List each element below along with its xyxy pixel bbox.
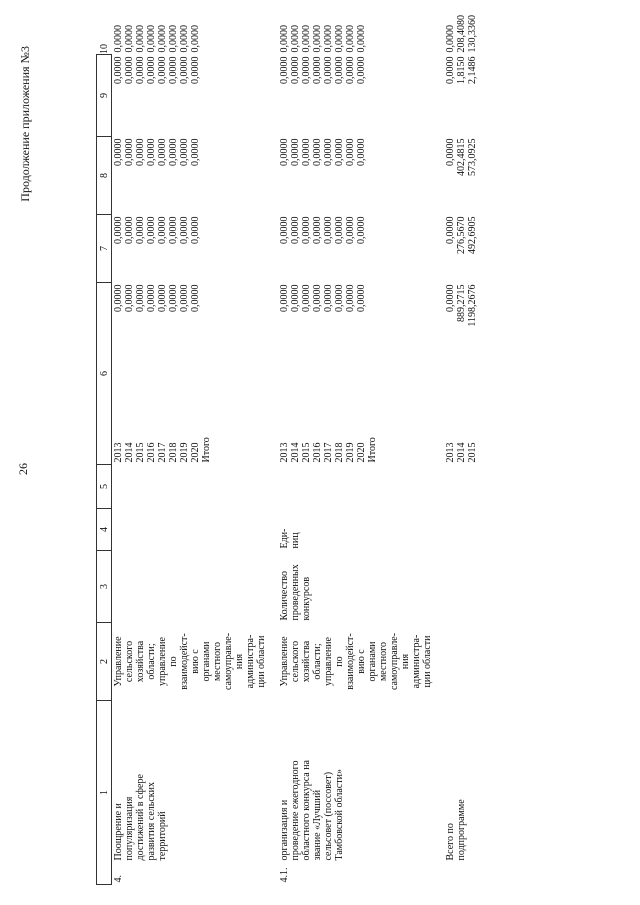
value-col8-line: 0,0000 [290,138,301,166]
activity-name-cell [278,701,434,863]
value-col6-line: 0,0000 [190,284,201,312]
value-col7-line: 0,0000 [290,216,301,244]
activity-name-line: популяризация [124,796,135,861]
column-header: 8 [97,137,112,215]
value-col6-line: 0,0000 [356,284,367,312]
value-col6-cell [278,283,434,375]
value-col9-line: 0,0000 [345,56,356,84]
executor-line: сельского [124,640,135,683]
value-col7-cell [278,215,434,283]
unit-line: ниц [290,532,301,549]
page-number: 26 [16,463,30,475]
value-col9-line: 0,0000 [445,56,456,84]
executor-line: области; [312,643,323,680]
year-line: 2020 [190,442,201,463]
value-col7-line: 0,0000 [135,216,146,244]
value-col8-line: 0,0000 [445,138,456,166]
executor-line: администра- [245,634,256,689]
value-col9-line: 0,0000 [356,56,367,84]
value-col7-line: 0,0000 [301,216,312,244]
executor-line: ции области [256,635,267,688]
year-line: 2016 [312,442,323,463]
year-line: 2014 [290,442,301,463]
value-col6-line: 0,0000 [124,284,135,312]
activity-name-line: областного конкурса на [301,760,312,861]
year-cell [112,375,269,465]
column-header: 7 [97,215,112,283]
empty-cell-cell [278,465,434,509]
value-col7-line: 0,0000 [157,216,168,244]
value-col7-line: 0,0000 [345,216,356,244]
row-number-cell [278,863,434,885]
unit-cell [444,509,479,551]
executor-line: вию с [190,649,201,674]
empty-cell-cell [444,465,479,509]
value-col9-cell [444,55,479,137]
row-spacer-cell [268,55,278,885]
executor-line: взаимодейст- [179,633,190,690]
value-col8-line: 0,0000 [323,138,334,166]
executor-line: органами [201,641,212,682]
value-col9-line: 0,0000 [290,56,301,84]
executor-line: управление [323,637,334,686]
value-col7-line: 0,0000 [445,216,456,244]
subprogram-table [96,15,479,885]
executor-line: ния [400,653,411,670]
value-col6-line: 0,0000 [301,284,312,312]
value-col6-line: 889,2715 [456,284,467,322]
year-line: 2018 [168,442,179,463]
executor-line: сельского [290,640,301,683]
value-col6-line: 0,0000 [168,284,179,312]
column-header: 3 [97,551,112,623]
value-col9-line: 2,1486 [467,56,478,84]
value-col9-line: 0,0000 [190,56,201,84]
value-col8-line: 0,0000 [168,138,179,166]
value-col7-cell [444,215,479,283]
executor-cell [278,623,434,701]
year-line: 2013 [113,442,124,463]
value-col6-cell [444,283,479,375]
executor-line: местного [212,641,223,682]
activity-name-line: Тамбовской области» [334,769,345,861]
activity-name-line: подпрограмме [456,799,467,861]
column-header: 4 [97,509,112,551]
value-col8-line: 0,0000 [301,138,312,166]
value-col9-line: 0,0000 [301,56,312,84]
value-col7-line: 0,0000 [113,216,124,244]
value-col6-line: 0,0000 [334,284,345,312]
value-col6-line: 0,0000 [179,284,190,312]
value-col6-line: 0,0000 [290,284,301,312]
value-col8-cell [444,137,479,215]
value-col8-line: 0,0000 [135,138,146,166]
year-cell [278,375,434,465]
value-col8-line: 0,0000 [179,138,190,166]
executor-line: управление [157,637,168,686]
value-col8-line: 0,0000 [157,138,168,166]
value-col6-line: 0,0000 [445,284,456,312]
unit-cell [278,509,434,551]
executor-cell [444,623,479,701]
value-col6-line: 0,0000 [279,284,290,312]
value-col7-line: 0,0000 [279,216,290,244]
value-col8-line: 402,4815 [456,138,467,176]
row-spacer [434,55,444,885]
value-col9-line: 0,0000 [146,56,157,84]
table-row: 4. Поощрение и популяризация достижений в сфере развития сельских территорий Управление сельского хозяйства области; управление по взаимодейст- вию с органами местного самоуправле- ния администра- ции области 2013 2014 2015 2016 2017 2018 2019 2020 Итого 0,0000 0,0000 0,0000 0,0000 0,0000 0,0000 0,0000 0,0000 0,0000 0,0000 0,0000 0,0000 0,0000 0,0000 0,0000 0,0000 0,0000 0,0000 0,0000 0,0000 0,0000 0,0000 0,0000 0,0000 0,0000 0,0000 0,0000 0,0000 0,0000 0,0000 0,0000 0,0000 0,0000 0,0000 0,0000 0,0000 0,0000 0,0000 0,0000 0,0000 [113,25,267,883]
value-col7-cell [112,215,269,283]
year-line: 2015 [135,442,146,463]
value-col6-line: 0,0000 [323,284,334,312]
year-line: 2019 [345,442,356,463]
row-spacer-cell [434,55,444,885]
value-col7-line: 0,0000 [334,216,345,244]
year-line: 2014 [456,442,467,463]
executor-line: взаимодейст- [345,633,356,690]
value-col6-cell [112,283,269,375]
value-col9-line: 0,0000 [157,56,168,84]
executor-line: администра- [411,634,422,689]
unit-cell [112,509,269,551]
value-col6-line: 0,0000 [135,284,146,312]
value-col8-line: 0,0000 [334,138,345,166]
activity-name-line: Поощрение и [113,803,124,861]
indicator-cell [444,551,479,623]
activity-name-line: сельсовет (поссовет) [323,771,334,861]
empty-cell-cell [112,465,269,509]
value-col9-line: 0,0000 [124,56,135,84]
executor-line: самоуправле- [389,632,400,691]
value-col9-line: 0,0000 [323,56,334,84]
indicator-cell [112,551,269,623]
value-col7-line: 0,0000 [323,216,334,244]
executor-line: по [334,656,345,667]
row-number-cell [112,863,269,885]
year-line: 2017 [157,442,168,463]
year-line: 2013 [445,442,456,463]
year-line: 2014 [124,442,135,463]
activity-name-line: Всего по [445,823,456,861]
indicator-line: конкурсов [301,576,312,621]
value-col9-line: 0,0000 [312,56,323,84]
value-col6-line: 0,0000 [113,284,124,312]
activity-name-line: организация и [279,799,290,861]
value-col9-line: 0,0000 [279,56,290,84]
year-line: 2020 [356,442,367,463]
value-col7-line: 0,0000 [146,216,157,244]
activity-name-cell [112,701,269,863]
activity-name-line: проведение ежегодного [290,760,301,861]
value-col6-line: 1198,2676 [467,284,478,327]
executor-line: Управление [279,636,290,687]
value-col6-line: 0,0000 [345,284,356,312]
year-cell [444,375,479,465]
year-line: Итого [367,437,378,463]
value-col9-cell [112,55,269,137]
value-col7-line: 0,0000 [356,216,367,244]
value-col7-line: 276,5670 [456,216,467,254]
value-col8-line: 0,0000 [356,138,367,166]
year-line: 2015 [301,442,312,463]
activity-name-line: развития сельских [146,782,157,861]
value-col8-line: 0,0000 [279,138,290,166]
column-header: 9 [97,55,112,137]
value-col7-line: 492,6905 [467,216,478,254]
activity-name-line: достижений в сфере [135,774,146,861]
indicator-line: Количество [279,570,290,621]
value-col8-line: 0,0000 [345,138,356,166]
value-col9-line: 0,0000 [168,56,179,84]
executor-line: ния [234,653,245,670]
value-col7-line: 0,0000 [190,216,201,244]
year-line: 2018 [334,442,345,463]
year-line: Итого [201,437,212,463]
year-line: 2013 [279,442,290,463]
indicator-cell [278,551,434,623]
column-header: 2 [97,623,112,701]
value-col8-line: 0,0000 [190,138,201,166]
row-spacer [268,55,278,885]
value-col7-line: 0,0000 [168,216,179,244]
value-col8-cell [278,137,434,215]
row-number-text: 4. [113,875,124,883]
value-col7-line: 0,0000 [312,216,323,244]
value-col6-line: 0,0000 [146,284,157,312]
indicator-line: проведенных [290,564,301,621]
value-col8-line: 0,0000 [124,138,135,166]
appendix-label: Продолжение приложения №3 [18,46,32,202]
column-number-row: 1 2 3 4 5 6 7 8 9 10 [97,55,112,885]
value-col6-line: 0,0000 [312,284,323,312]
executor-line: самоуправле- [223,632,234,691]
value-col9-line: 0,0000 [113,56,124,84]
value-col8-line: 573,0925 [467,138,478,176]
value-col8-line: 0,0000 [113,138,124,166]
value-col8-line: 0,0000 [312,138,323,166]
table-row: 4.1. организация и проведение ежегодного областного конкурса на звание «Лучший сельсовет (поссовет) Тамбовской области» Управление сельского хозяйства области; управление по взаимодейст- вию с органами местного самоуправле- ния администра- ции области Количество проведенных конкурсов Еди- ниц 2013 2014 2015 2016 2017 2018 2019 2020 Итого 0,0000 0,0000 0,0000 0,0000 0,0000 0,0000 0,0000 0,0000 0,0000 0,0000 0,0000 0,0000 0,0000 0,0000 0,0000 0,0000 0,0000 0,0000 0,0000 0,0000 0,0000 0,0000 0,0000 0,0000 0,0000 0,0000 0,0000 0,0000 0,0000 0,0000 0,0000 0,0000 0,0000 0,0000 0,0000 0,0000 0,0000 0,0000 0,0000 0,0000 [279,25,433,883]
row-number-text: 4.1. [279,867,290,883]
executor-line: хозяйства [135,640,146,683]
year-line: 2017 [323,442,334,463]
executor-line: хозяйства [301,640,312,683]
value-col8-line: 0,0000 [146,138,157,166]
unit-line: Еди- [279,528,290,549]
executor-line: Управление [113,636,124,687]
executor-cell [112,623,269,701]
value-col7-line: 0,0000 [179,216,190,244]
value-col9-cell [278,55,434,137]
column-header: 1 [97,701,112,885]
value-col9-line: 0,0000 [135,56,146,84]
year-line: 2019 [179,442,190,463]
year-line: 2015 [467,442,478,463]
activity-name-line: звание «Лучший [312,789,323,861]
row-number-cell [444,863,479,885]
executor-line: местного [378,641,389,682]
activity-name-line: территорий [157,811,168,861]
column-header: 5 [97,465,112,509]
value-col9-line: 1,8150 [456,56,467,84]
executor-line: ции области [422,635,433,688]
value-col8-cell [112,137,269,215]
executor-line: по [168,656,179,667]
table-body [112,15,480,885]
executor-line: вию с [356,649,367,674]
executor-line: органами [367,641,378,682]
year-line: 2016 [146,442,157,463]
value-col9-line: 0,0000 [179,56,190,84]
value-col7-line: 0,0000 [124,216,135,244]
value-col6-line: 0,0000 [157,284,168,312]
column-header: 6 [97,283,112,465]
executor-line: области; [146,643,157,680]
activity-name-cell [444,701,479,863]
value-col9-line: 0,0000 [334,56,345,84]
table-row: Всего по подпрограмме 2013 2014 2015 0,0000 889,2715 1198,2676 0,0000 276,5670 492,6905 0,0000 402,4815 573,0925 0,0000 1,8150 2,1486 0,0000 208,4080 130,3360 [444,55,479,885]
